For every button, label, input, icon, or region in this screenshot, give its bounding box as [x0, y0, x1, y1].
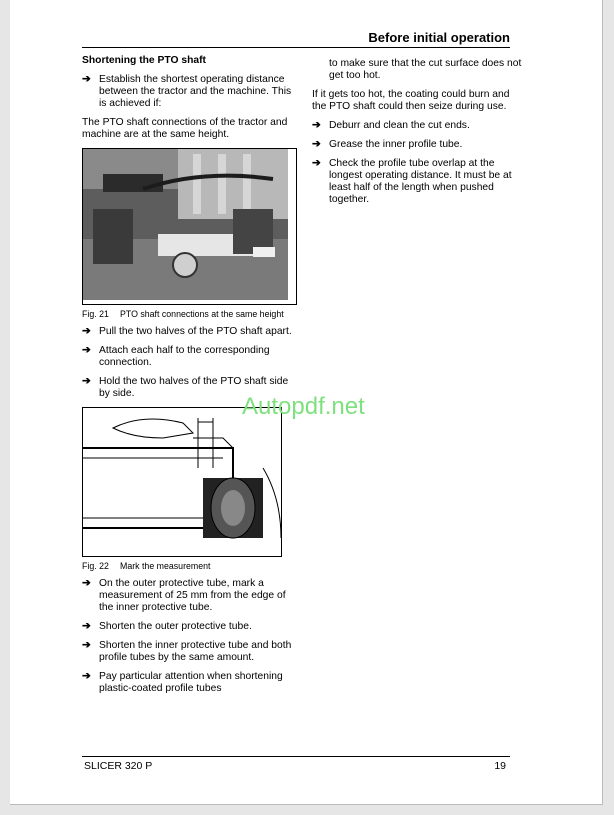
arrow-icon: ➔ [82, 621, 91, 632]
paragraph: The PTO shaft connections of the tractor and machine are at the same height. [82, 117, 288, 140]
arrow-icon: ➔ [82, 376, 91, 387]
pto-connection-photo [83, 149, 288, 300]
arrow-icon: ➔ [82, 74, 91, 85]
left-column [82, 55, 297, 702]
step-item [312, 158, 522, 206]
step-item [312, 139, 522, 151]
arrow-icon: ➔ [82, 671, 91, 682]
figure-22-drawing [82, 407, 282, 557]
step-item [82, 578, 297, 614]
page-header-title: Before initial operation [368, 30, 510, 45]
footer-model: SLICER 320 P [84, 760, 153, 772]
step-item [82, 74, 297, 110]
figure-21-photo [82, 148, 297, 305]
step-text: Attach each half to the corresponding connection. [99, 345, 270, 368]
footer-rule [82, 756, 510, 757]
header-rule [82, 47, 510, 48]
step-text: Establish the shortest operating distance between the tractor and the machine. This is achieved if: [99, 74, 292, 109]
figure-22-caption [82, 561, 297, 572]
arrow-icon: ➔ [312, 120, 321, 131]
arrow-icon: ➔ [312, 139, 321, 150]
figure-number: Fig. 22 [82, 561, 109, 571]
arrow-icon: ➔ [82, 640, 91, 651]
arrow-icon: ➔ [312, 158, 321, 169]
step-text: Grease the inner profile tube. [329, 139, 463, 150]
figure-caption-text: Mark the measurement [120, 561, 211, 571]
step-text: Deburr and clean the cut ends. [329, 120, 470, 131]
step-text: Pay particular attention when shortening plastic-coated profile tubes [99, 671, 283, 694]
step-item [82, 621, 297, 633]
right-column [312, 58, 522, 213]
step-item [312, 120, 522, 132]
continuation-text: to make sure that the cut surface does not get too hot. [329, 58, 522, 81]
step-item [82, 671, 297, 695]
arrow-icon: ➔ [82, 345, 91, 356]
arrow-icon: ➔ [82, 326, 91, 337]
page-number: 19 [494, 760, 506, 772]
manual-page [10, 0, 603, 805]
step-item [82, 326, 297, 338]
arrow-icon: ➔ [82, 578, 91, 589]
watermark: Autopdf.net [242, 393, 365, 420]
figure-caption-text: PTO shaft connections at the same height [120, 309, 284, 319]
figure-21-caption [82, 309, 297, 320]
step-text: Check the profile tube overlap at the longest operating distance. It must be at least half of the length when pushed together. [329, 158, 512, 205]
figure-number: Fig. 21 [82, 309, 109, 319]
section-title: Shortening the PTO shaft [82, 55, 206, 66]
step-text: On the outer protective tube, mark a measurement of 25 mm from the edge of the inner protective tube. [99, 578, 286, 613]
step-item [82, 640, 297, 664]
step-text: Shorten the outer protective tube. [99, 621, 252, 632]
measurement-drawing [83, 408, 281, 552]
step-item [82, 345, 297, 369]
paragraph: If it gets too hot, the coating could burn and the PTO shaft could then seize during use. [312, 89, 510, 112]
step-text: Pull the two halves of the PTO shaft apart. [99, 326, 292, 337]
step-text: Shorten the inner protective tube and both profile tubes by the same amount. [99, 640, 292, 663]
step-text: Hold the two halves of the PTO shaft side by side. [99, 376, 289, 399]
